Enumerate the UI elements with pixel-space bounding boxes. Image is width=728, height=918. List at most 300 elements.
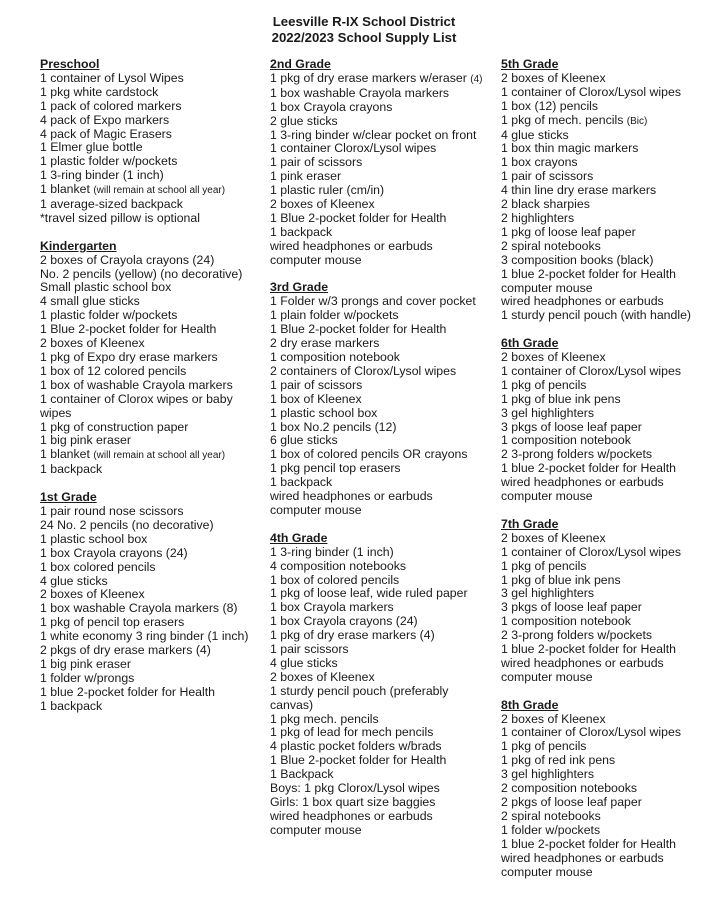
supply-item	[501, 295, 716, 309]
supply-item	[501, 142, 716, 156]
supply-item	[501, 351, 716, 365]
supply-item	[501, 796, 716, 810]
supply-item	[501, 587, 716, 601]
supply-item	[40, 700, 250, 714]
supply-item	[501, 72, 716, 86]
supply-item-text: computer mouse	[501, 669, 593, 684]
supply-item-text: 1 Folder w/3 prongs and cover pocket	[270, 294, 476, 309]
supply-item	[501, 601, 716, 615]
supply-item	[40, 393, 250, 421]
supply-item	[501, 198, 716, 212]
supply-item-text: 1 blue 2-pocket folder for Health	[501, 461, 676, 476]
supply-item	[40, 198, 250, 212]
section-title: 2nd Grade	[270, 57, 331, 71]
district-title: Leesville R-IX School District	[272, 14, 456, 29]
supply-item-text: 2 composition notebooks	[501, 781, 638, 796]
supply-item	[40, 686, 250, 700]
supply-item	[270, 115, 486, 129]
supply-item	[40, 141, 250, 155]
supply-item	[270, 476, 486, 490]
section-title: 1st Grade	[40, 490, 97, 505]
supply-item-text: 1 pkg white cardstock	[40, 84, 159, 99]
supply-item	[501, 782, 716, 796]
supply-item-text: 1 pkg of pencils	[501, 377, 587, 392]
supply-item	[501, 740, 716, 754]
supply-item	[40, 155, 250, 169]
supply-item-text: 1 pkg of mech. pencils	[501, 112, 624, 127]
supply-item	[40, 114, 250, 128]
supply-item	[501, 476, 716, 490]
supply-item	[40, 254, 250, 268]
supply-item-text: 1 3-ring binder (1 inch)	[270, 544, 394, 559]
supply-item-text: 1 box (12) pencils	[501, 98, 599, 113]
supply-item-text: 1 box of washable Crayola markers	[40, 377, 233, 392]
supply-item	[40, 365, 250, 379]
supply-item	[270, 671, 486, 685]
supply-item	[40, 630, 250, 644]
supply-item	[270, 72, 486, 87]
supply-item-text: 2 black sharpies	[501, 197, 590, 212]
supply-item-text: 2 containers of Clorox/Lysol wipes	[270, 363, 457, 378]
supply-item-text: 2 pkgs of dry erase markers (4)	[40, 643, 211, 658]
supply-item	[270, 713, 486, 727]
supply-item	[270, 643, 486, 657]
supply-item-text: computer mouse	[501, 489, 593, 504]
supply-item-text: 1 blue 2-pocket folder for Health	[501, 836, 676, 851]
supply-item	[501, 184, 716, 198]
supply-item-note: (Bic)	[626, 115, 648, 127]
supply-item-text: 1 plain folder w/pockets	[270, 308, 399, 323]
supply-item-text: 1 Blue 2-pocket folder for Health	[40, 322, 217, 337]
supply-list	[40, 254, 250, 478]
supply-item-text: computer mouse	[270, 822, 362, 837]
supply-list	[270, 72, 486, 268]
supply-item	[40, 309, 250, 323]
supply-item-text: 1 pink eraser	[270, 169, 342, 184]
supply-item	[270, 351, 486, 365]
supply-item-text: wired headphones or earbuds	[270, 808, 433, 823]
supply-item	[270, 448, 486, 462]
supply-item	[40, 644, 250, 658]
supply-item	[501, 365, 716, 379]
supply-item-text: 1 folder w/pockets	[501, 822, 601, 837]
section-title: Preschool	[40, 57, 100, 71]
supply-item	[270, 754, 486, 768]
supply-item-text: 1 pkg of Expo dry erase markers	[40, 350, 218, 365]
supply-item-text: 1 big pink eraser	[40, 656, 131, 671]
supply-item	[40, 602, 250, 616]
supply-item-text: 1 pair of scissors	[270, 377, 363, 392]
supply-item	[501, 309, 716, 323]
supply-item-text: 1 big pink eraser	[40, 433, 131, 448]
supply-item	[270, 379, 486, 393]
section-title: 5th Grade	[501, 57, 559, 71]
supply-item-text: 4 glue sticks	[40, 573, 108, 588]
supply-item	[501, 212, 716, 226]
supply-list	[270, 295, 486, 518]
supply-item	[40, 337, 250, 351]
supply-item	[40, 658, 250, 672]
supply-item	[501, 114, 716, 129]
supply-item	[501, 226, 716, 240]
supply-item	[270, 240, 486, 254]
supply-item	[501, 129, 716, 143]
supply-item-text: 1 box of colored pencils OR crayons	[270, 447, 468, 462]
supply-item-text: 1 box of colored pencils	[270, 572, 400, 587]
supply-item-text: 3 gel highlighters	[501, 586, 594, 601]
supply-item-text: 4 composition notebooks	[270, 558, 407, 573]
supply-item	[270, 254, 486, 268]
section-title: Kindergarten	[40, 238, 117, 253]
supply-item	[270, 574, 486, 588]
supply-item	[501, 768, 716, 782]
section-1st-grade	[40, 491, 250, 714]
supply-item-text: 1 blue 2-pocket folder for Health	[40, 684, 215, 699]
supply-item-text: 1 3-ring binder w/clear pocket on front	[270, 127, 477, 142]
supply-item	[501, 754, 716, 768]
supply-item-text: 1 box of 12 colored pencils	[40, 363, 187, 378]
supply-item-text: 1 pkg pencil top erasers	[270, 461, 401, 476]
supply-item-text: 4 pack of Expo markers	[40, 112, 170, 127]
supply-item-text: 1 blanket	[40, 182, 90, 197]
supply-item	[501, 824, 716, 838]
supply-item	[501, 490, 716, 504]
supply-item-text: 1 box Crayola crayons	[270, 99, 393, 114]
supply-item-text: 2 boxes of Kleenex	[270, 197, 375, 212]
supply-item-text: 1 pkg mech. pencils	[270, 711, 379, 726]
supply-item-text: 1 container of Clorox/Lysol wipes	[501, 84, 681, 99]
supply-item-text: 1 folder w/prongs	[40, 670, 135, 685]
supply-item	[270, 657, 486, 671]
supply-item	[270, 212, 486, 226]
supply-item	[40, 212, 250, 226]
supply-item	[40, 281, 250, 295]
supply-item	[40, 72, 250, 86]
supply-list	[40, 72, 250, 226]
supply-item-text: 4 glue sticks	[501, 127, 569, 142]
supply-item	[270, 87, 486, 101]
supply-item	[501, 282, 716, 296]
supply-item-text: computer mouse	[270, 502, 362, 517]
supply-item	[501, 156, 716, 170]
supply-item	[501, 726, 716, 740]
supply-item	[501, 434, 716, 448]
supply-item	[501, 852, 716, 866]
supply-item-text: 1 container Clorox/Lysol wipes	[270, 141, 437, 156]
supply-item	[270, 587, 486, 601]
supply-item-text: computer mouse	[270, 252, 362, 267]
supply-item-text: 2 spiral notebooks	[501, 238, 601, 253]
supply-item-text: 1 box washable Crayola markers	[270, 85, 450, 100]
supply-item-text: 1 box Crayola crayons (24)	[270, 614, 418, 629]
supply-item-text: 1 pkg of blue ink pens	[501, 391, 621, 406]
supply-item-text: 4 pack of Magic Erasers	[40, 126, 172, 141]
supply-item-text: 1 pkg of construction paper	[40, 419, 189, 434]
supply-item	[270, 615, 486, 629]
supply-item	[40, 100, 250, 114]
supply-item-text: 1 pkg of dry erase markers (4)	[270, 628, 435, 643]
supply-item-text: 1 box crayons	[501, 155, 578, 170]
section-8th-grade	[501, 699, 716, 880]
supply-item	[501, 100, 716, 114]
supply-item-text: 1 box washable Crayola markers (8)	[40, 601, 238, 616]
supply-item	[40, 379, 250, 393]
supply-item-text: 1 average-sized backpack	[40, 197, 183, 212]
supply-item	[40, 128, 250, 142]
supply-item-text: 1 composition notebook	[501, 614, 631, 629]
supply-item-text: 1 pkg of dry erase markers w/eraser	[270, 70, 467, 85]
supply-item-text: 1 pkg of pencils	[501, 739, 587, 754]
supply-item	[40, 421, 250, 435]
supply-item-text: 2 boxes of Kleenex	[40, 336, 145, 351]
section-title: 7th Grade	[501, 516, 559, 531]
supply-item-text: wired headphones or earbuds	[501, 294, 664, 309]
supply-item	[270, 629, 486, 643]
supply-item	[501, 407, 716, 421]
supply-item	[40, 575, 250, 589]
supply-item-text: 1 container of Lysol Wipes	[40, 70, 184, 85]
supply-item-text: 1 blanket	[40, 447, 90, 462]
supply-item-text: 1 box No.2 pencils (12)	[270, 419, 397, 434]
supply-item-text: computer mouse	[501, 280, 593, 295]
supply-item	[270, 198, 486, 212]
section-5th-grade	[501, 58, 716, 323]
supply-item	[270, 504, 486, 518]
supply-item	[270, 184, 486, 198]
supply-item	[270, 101, 486, 115]
supply-item-text: 2 glue sticks	[270, 113, 338, 128]
supply-item-text: 1 pair of scissors	[270, 155, 363, 170]
supply-item	[270, 323, 486, 337]
section-title: 3rd Grade	[270, 280, 329, 295]
supply-item-text: 1 blue 2-pocket folder for Health	[501, 266, 676, 281]
supply-item-text: 1 Backpack	[270, 767, 334, 782]
list-title: 2022/2023 School Supply List	[271, 30, 457, 45]
supply-item	[501, 629, 716, 643]
supply-item	[270, 393, 486, 407]
supply-item-text: 4 small glue sticks	[40, 294, 140, 309]
supply-item	[270, 782, 486, 796]
supply-item-text: 2 spiral notebooks	[501, 808, 601, 823]
column-1	[40, 58, 250, 727]
supply-item	[501, 546, 716, 560]
supply-item-text: Small plastic school box	[40, 280, 172, 295]
supply-item-text: 1 container of Clorox/Lysol wipes	[501, 725, 681, 740]
section-title: 4th Grade	[270, 530, 328, 545]
supply-item-text: 1 backpack	[270, 475, 333, 490]
supply-item	[270, 810, 486, 824]
supply-item-text: 1 pair scissors	[270, 642, 349, 657]
supply-item	[501, 462, 716, 476]
supply-item	[40, 561, 250, 575]
supply-item	[501, 560, 716, 574]
supply-list	[501, 532, 716, 685]
supply-item	[40, 434, 250, 448]
supply-item	[40, 183, 250, 198]
supply-item-text: 3 gel highlighters	[501, 405, 594, 420]
supply-item	[501, 866, 716, 880]
supply-item-text: 1 box Crayola crayons (24)	[40, 545, 188, 560]
supply-item	[501, 574, 716, 588]
supply-item-text: 1 Elmer glue bottle	[40, 140, 143, 155]
supply-item-text: 1 plastic school box	[40, 531, 148, 546]
supply-list	[501, 72, 716, 323]
supply-item	[501, 615, 716, 629]
supply-item	[501, 448, 716, 462]
supply-item	[40, 505, 250, 519]
supply-item-text: 1 sturdy pencil pouch (preferably canvas)	[270, 683, 449, 712]
supply-item-text: 4 glue sticks	[270, 655, 338, 670]
supply-item	[40, 519, 250, 533]
supply-item	[270, 490, 486, 504]
supply-item	[270, 546, 486, 560]
supply-item-text: 1 pkg of pencils	[501, 558, 587, 573]
supply-item-text: 1 white economy 3 ring binder (1 inch)	[40, 629, 249, 644]
supply-item-text: Girls: 1 box quart size baggies	[270, 795, 436, 809]
supply-item	[501, 254, 716, 268]
supply-item-text: 1 box thin magic markers	[501, 141, 639, 156]
supply-item-text: 2 3-prong folders w/pockets	[501, 447, 653, 462]
supply-item-text: 1 blue 2-pocket folder for Health	[501, 642, 676, 657]
supply-item	[270, 601, 486, 615]
supply-item	[270, 142, 486, 156]
supply-item	[40, 268, 250, 282]
supply-item-text: 1 pkg of loose leaf paper	[501, 224, 636, 239]
supply-item	[40, 351, 250, 365]
supply-item-text: wired headphones or earbuds	[501, 475, 664, 490]
supply-item-text: 2 boxes of Kleenex	[501, 350, 606, 365]
section-2nd-grade	[270, 58, 486, 268]
supply-item-text: 1 box colored pencils	[40, 559, 156, 574]
supply-item-text: wired headphones or earbuds	[501, 850, 664, 865]
supply-item	[501, 86, 716, 100]
supply-item	[270, 560, 486, 574]
supply-item	[270, 685, 486, 713]
supply-item	[270, 309, 486, 323]
supply-item	[40, 295, 250, 309]
supply-item-text: 1 pkg of red ink pens	[501, 753, 616, 768]
supply-item	[501, 532, 716, 546]
supply-item-note: (will remain at school all year)	[93, 450, 226, 462]
supply-item	[501, 671, 716, 685]
supply-item-text: 2 boxes of Crayola crayons (24)	[40, 252, 215, 267]
supply-item-text: 1 pkg of lead for mech pencils	[270, 725, 434, 740]
supply-item-text: 1 backpack	[40, 462, 103, 477]
section-kindergarten	[40, 240, 250, 477]
supply-list	[501, 713, 716, 880]
supply-item-text: 1 box Crayola markers	[270, 600, 394, 615]
supply-item-text: 1 Blue 2-pocket folder for Health	[270, 753, 447, 768]
supply-item	[40, 448, 250, 463]
supply-item	[40, 463, 250, 477]
supply-item	[40, 672, 250, 686]
supply-item-text: 1 Blue 2-pocket folder for Health	[270, 210, 447, 225]
supply-item-text: 1 backpack	[40, 698, 103, 713]
supply-item	[501, 379, 716, 393]
supply-item	[501, 657, 716, 671]
section-3rd-grade	[270, 281, 486, 517]
supply-item-text: 1 plastic folder w/pockets	[40, 154, 178, 169]
supply-item	[501, 421, 716, 435]
supply-list	[270, 546, 486, 838]
supply-item-text: 1 container of Clorox wipes or baby wipes	[40, 391, 233, 420]
supply-item-text: 1 pkg of loose leaf, wide ruled paper	[270, 586, 468, 601]
supply-item-text: 1 box of Kleenex	[270, 391, 362, 406]
supply-item-text: wired headphones or earbuds	[270, 238, 433, 253]
supply-item	[270, 796, 486, 810]
supply-item-text: 1 container of Clorox/Lysol wipes	[501, 363, 681, 378]
supply-item	[270, 407, 486, 421]
supply-item-text: 2 3-prong folders w/pockets	[501, 628, 653, 643]
supply-item-text: 2 highlighters	[501, 210, 575, 225]
supply-item	[270, 462, 486, 476]
supply-item	[270, 768, 486, 782]
supply-item-text: 1 container of Clorox/Lysol wipes	[501, 544, 681, 559]
supply-item-text: 1 composition notebook	[270, 350, 400, 365]
supply-item-text: 4 thin line dry erase markers	[501, 183, 657, 198]
supply-item	[270, 226, 486, 240]
supply-item	[40, 169, 250, 183]
supply-item	[40, 86, 250, 100]
supply-item-note: (4)	[470, 73, 483, 85]
supply-item	[270, 434, 486, 448]
supply-item-text: 3 pkgs of loose leaf paper	[501, 600, 642, 615]
supply-item-text: *travel sized pillow is optional	[40, 210, 200, 225]
supply-item-text: No. 2 pencils (yellow) (no decorative)	[40, 266, 243, 281]
supply-item	[501, 713, 716, 727]
supply-item-text: 2 boxes of Kleenex	[501, 530, 606, 545]
section-preschool	[40, 58, 250, 226]
supply-item-text: 4 plastic pocket folders w/brads	[270, 739, 442, 754]
supply-item-text: 24 No. 2 pencils (no decorative)	[40, 517, 214, 532]
column-2	[270, 58, 486, 852]
supply-item	[501, 268, 716, 282]
supply-item	[270, 129, 486, 143]
supply-item-text: 1 Blue 2-pocket folder for Health	[270, 322, 447, 337]
supply-item-text: 1 pair of scissors	[501, 169, 594, 184]
supply-item	[270, 337, 486, 351]
supply-item-text: 2 boxes of Kleenex	[501, 711, 606, 726]
supply-item-text: 1 sturdy pencil pouch (with handle)	[501, 308, 692, 323]
supply-item	[501, 240, 716, 254]
supply-item-text: 3 gel highlighters	[501, 767, 594, 782]
supply-item-text: 1 pair round nose scissors	[40, 503, 184, 518]
supply-item	[501, 838, 716, 852]
supply-item-text: 2 boxes of Kleenex	[270, 669, 375, 684]
supply-item	[270, 421, 486, 435]
supply-item-text: wired headphones or earbuds	[270, 489, 433, 504]
supply-item-text: 1 pack of colored markers	[40, 98, 182, 113]
supply-item	[501, 393, 716, 407]
supply-item	[270, 295, 486, 309]
supply-item-text: Boys: 1 pkg Clorox/Lysol wipes	[270, 781, 440, 796]
supply-item	[270, 170, 486, 184]
section-6th-grade	[501, 337, 716, 504]
supply-item	[270, 740, 486, 754]
supply-item-text: 1 pkg of blue ink pens	[501, 572, 621, 587]
document-header	[0, 14, 728, 46]
supply-item	[501, 643, 716, 657]
supply-list	[40, 505, 250, 714]
supply-item-text: 1 pkg of pencil top erasers	[40, 615, 185, 630]
supply-item	[270, 156, 486, 170]
supply-item	[501, 170, 716, 184]
supply-item-text: 1 plastic school box	[270, 405, 378, 420]
supply-item-text: 1 3-ring binder (1 inch)	[40, 168, 164, 183]
supply-item	[270, 824, 486, 838]
section-7th-grade	[501, 518, 716, 685]
supply-item-text: 2 pkgs of loose leaf paper	[501, 794, 642, 809]
